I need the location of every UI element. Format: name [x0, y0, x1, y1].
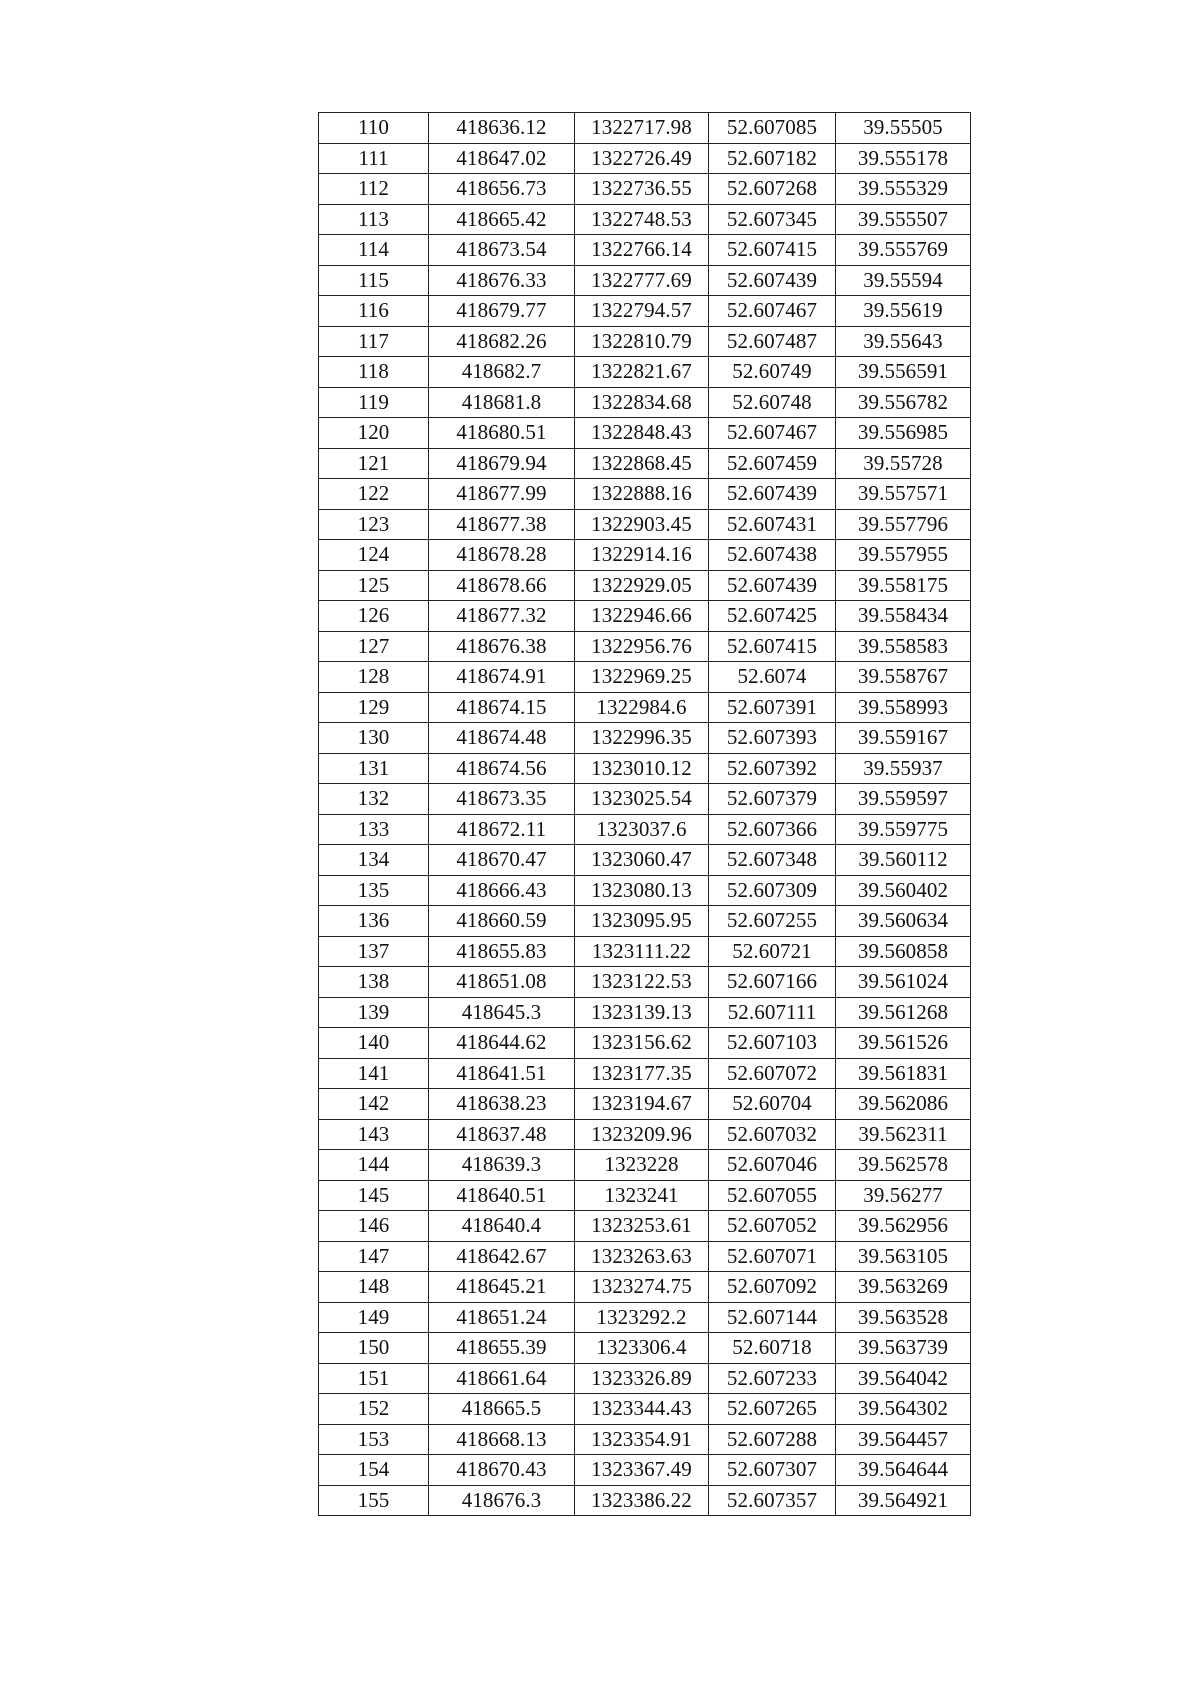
y-coordinate-cell: 1323274.75 [575, 1272, 709, 1303]
y-coordinate-cell: 1323177.35 [575, 1058, 709, 1089]
latitude-cell: 52.607366 [709, 814, 836, 845]
longitude-cell: 39.56277 [836, 1180, 971, 1211]
point-number-cell: 125 [319, 570, 429, 601]
longitude-cell: 39.564042 [836, 1363, 971, 1394]
longitude-cell: 39.561831 [836, 1058, 971, 1089]
longitude-cell: 39.555329 [836, 174, 971, 205]
x-coordinate-cell: 418677.99 [429, 479, 575, 510]
table-row [319, 204, 971, 235]
y-coordinate-cell: 1323111.22 [575, 936, 709, 967]
x-coordinate-cell: 418674.56 [429, 753, 575, 784]
longitude-cell: 39.559775 [836, 814, 971, 845]
longitude-cell: 39.562956 [836, 1211, 971, 1242]
point-number-cell: 137 [319, 936, 429, 967]
latitude-cell: 52.607392 [709, 753, 836, 784]
table-row [319, 662, 971, 693]
y-coordinate-cell: 1323010.12 [575, 753, 709, 784]
table-row [319, 418, 971, 449]
y-coordinate-cell: 1322956.76 [575, 631, 709, 662]
y-coordinate-cell: 1323139.13 [575, 997, 709, 1028]
x-coordinate-cell: 418645.21 [429, 1272, 575, 1303]
y-coordinate-cell: 1322736.55 [575, 174, 709, 205]
point-number-cell: 124 [319, 540, 429, 571]
latitude-cell: 52.607439 [709, 479, 836, 510]
y-coordinate-cell: 1323228 [575, 1150, 709, 1181]
point-number-cell: 129 [319, 692, 429, 723]
table-row [319, 723, 971, 754]
y-coordinate-cell: 1323122.53 [575, 967, 709, 998]
table-row [319, 1058, 971, 1089]
latitude-cell: 52.607265 [709, 1394, 836, 1425]
table-row [319, 1302, 971, 1333]
x-coordinate-cell: 418676.38 [429, 631, 575, 662]
x-coordinate-cell: 418655.39 [429, 1333, 575, 1364]
longitude-cell: 39.560634 [836, 906, 971, 937]
y-coordinate-cell: 1322969.25 [575, 662, 709, 693]
table-row [319, 113, 971, 144]
y-coordinate-cell: 1322868.45 [575, 448, 709, 479]
latitude-cell: 52.607111 [709, 997, 836, 1028]
y-coordinate-cell: 1322834.68 [575, 387, 709, 418]
y-coordinate-cell: 1322810.79 [575, 326, 709, 357]
latitude-cell: 52.607288 [709, 1424, 836, 1455]
table-row [319, 1455, 971, 1486]
point-number-cell: 131 [319, 753, 429, 784]
table-row [319, 1119, 971, 1150]
longitude-cell: 39.561268 [836, 997, 971, 1028]
x-coordinate-cell: 418665.5 [429, 1394, 575, 1425]
y-coordinate-cell: 1322726.49 [575, 143, 709, 174]
latitude-cell: 52.607052 [709, 1211, 836, 1242]
table-row [319, 692, 971, 723]
x-coordinate-cell: 418639.3 [429, 1150, 575, 1181]
y-coordinate-cell: 1322777.69 [575, 265, 709, 296]
table-row [319, 845, 971, 876]
x-coordinate-cell: 418677.32 [429, 601, 575, 632]
y-coordinate-cell: 1323241 [575, 1180, 709, 1211]
table-row [319, 875, 971, 906]
y-coordinate-cell: 1323156.62 [575, 1028, 709, 1059]
longitude-cell: 39.558175 [836, 570, 971, 601]
coordinates-table-body [319, 113, 971, 1516]
x-coordinate-cell: 418674.48 [429, 723, 575, 754]
table-row [319, 265, 971, 296]
x-coordinate-cell: 418676.3 [429, 1485, 575, 1516]
x-coordinate-cell: 418665.42 [429, 204, 575, 235]
longitude-cell: 39.563269 [836, 1272, 971, 1303]
longitude-cell: 39.562311 [836, 1119, 971, 1150]
point-number-cell: 138 [319, 967, 429, 998]
point-number-cell: 132 [319, 784, 429, 815]
y-coordinate-cell: 1323080.13 [575, 875, 709, 906]
latitude-cell: 52.607439 [709, 265, 836, 296]
y-coordinate-cell: 1323386.22 [575, 1485, 709, 1516]
x-coordinate-cell: 418638.23 [429, 1089, 575, 1120]
x-coordinate-cell: 418668.13 [429, 1424, 575, 1455]
point-number-cell: 122 [319, 479, 429, 510]
table-row [319, 1333, 971, 1364]
latitude-cell: 52.607309 [709, 875, 836, 906]
y-coordinate-cell: 1322903.45 [575, 509, 709, 540]
x-coordinate-cell: 418682.26 [429, 326, 575, 357]
y-coordinate-cell: 1323025.54 [575, 784, 709, 815]
point-number-cell: 111 [319, 143, 429, 174]
x-coordinate-cell: 418651.24 [429, 1302, 575, 1333]
y-coordinate-cell: 1323344.43 [575, 1394, 709, 1425]
x-coordinate-cell: 418678.66 [429, 570, 575, 601]
table-row [319, 814, 971, 845]
latitude-cell: 52.607391 [709, 692, 836, 723]
latitude-cell: 52.60748 [709, 387, 836, 418]
point-number-cell: 151 [319, 1363, 429, 1394]
longitude-cell: 39.562578 [836, 1150, 971, 1181]
point-number-cell: 139 [319, 997, 429, 1028]
latitude-cell: 52.607046 [709, 1150, 836, 1181]
latitude-cell: 52.607032 [709, 1119, 836, 1150]
table-row [319, 1485, 971, 1516]
latitude-cell: 52.607345 [709, 204, 836, 235]
point-number-cell: 117 [319, 326, 429, 357]
y-coordinate-cell: 1322996.35 [575, 723, 709, 754]
point-number-cell: 149 [319, 1302, 429, 1333]
point-number-cell: 150 [319, 1333, 429, 1364]
latitude-cell: 52.60749 [709, 357, 836, 388]
point-number-cell: 112 [319, 174, 429, 205]
point-number-cell: 135 [319, 875, 429, 906]
latitude-cell: 52.60721 [709, 936, 836, 967]
latitude-cell: 52.607459 [709, 448, 836, 479]
longitude-cell: 39.563105 [836, 1241, 971, 1272]
y-coordinate-cell: 1322848.43 [575, 418, 709, 449]
longitude-cell: 39.557796 [836, 509, 971, 540]
longitude-cell: 39.563528 [836, 1302, 971, 1333]
x-coordinate-cell: 418673.35 [429, 784, 575, 815]
coordinates-table [318, 112, 971, 1516]
latitude-cell: 52.607357 [709, 1485, 836, 1516]
point-number-cell: 154 [319, 1455, 429, 1486]
longitude-cell: 39.555507 [836, 204, 971, 235]
latitude-cell: 52.607166 [709, 967, 836, 998]
table-row [319, 479, 971, 510]
point-number-cell: 144 [319, 1150, 429, 1181]
latitude-cell: 52.6074 [709, 662, 836, 693]
longitude-cell: 39.555769 [836, 235, 971, 266]
point-number-cell: 121 [319, 448, 429, 479]
latitude-cell: 52.607379 [709, 784, 836, 815]
table-row [319, 967, 971, 998]
y-coordinate-cell: 1322821.67 [575, 357, 709, 388]
y-coordinate-cell: 1323060.47 [575, 845, 709, 876]
x-coordinate-cell: 418676.33 [429, 265, 575, 296]
x-coordinate-cell: 418655.83 [429, 936, 575, 967]
point-number-cell: 123 [319, 509, 429, 540]
x-coordinate-cell: 418636.12 [429, 113, 575, 144]
x-coordinate-cell: 418661.64 [429, 1363, 575, 1394]
y-coordinate-cell: 1322888.16 [575, 479, 709, 510]
y-coordinate-cell: 1322946.66 [575, 601, 709, 632]
latitude-cell: 52.607092 [709, 1272, 836, 1303]
x-coordinate-cell: 418640.51 [429, 1180, 575, 1211]
table-row [319, 387, 971, 418]
x-coordinate-cell: 418672.11 [429, 814, 575, 845]
longitude-cell: 39.562086 [836, 1089, 971, 1120]
latitude-cell: 52.607487 [709, 326, 836, 357]
latitude-cell: 52.607467 [709, 418, 836, 449]
longitude-cell: 39.557955 [836, 540, 971, 571]
longitude-cell: 39.55728 [836, 448, 971, 479]
point-number-cell: 147 [319, 1241, 429, 1272]
y-coordinate-cell: 1322717.98 [575, 113, 709, 144]
point-number-cell: 120 [319, 418, 429, 449]
longitude-cell: 39.564644 [836, 1455, 971, 1486]
table-row [319, 296, 971, 327]
point-number-cell: 126 [319, 601, 429, 632]
longitude-cell: 39.556782 [836, 387, 971, 418]
longitude-cell: 39.563739 [836, 1333, 971, 1364]
longitude-cell: 39.55594 [836, 265, 971, 296]
point-number-cell: 155 [319, 1485, 429, 1516]
longitude-cell: 39.556591 [836, 357, 971, 388]
latitude-cell: 52.607415 [709, 631, 836, 662]
table-row [319, 1241, 971, 1272]
x-coordinate-cell: 418670.43 [429, 1455, 575, 1486]
x-coordinate-cell: 418637.48 [429, 1119, 575, 1150]
table-row [319, 631, 971, 662]
table-row [319, 1028, 971, 1059]
y-coordinate-cell: 1323095.95 [575, 906, 709, 937]
longitude-cell: 39.561024 [836, 967, 971, 998]
x-coordinate-cell: 418680.51 [429, 418, 575, 449]
x-coordinate-cell: 418679.94 [429, 448, 575, 479]
table-row [319, 1211, 971, 1242]
y-coordinate-cell: 1323354.91 [575, 1424, 709, 1455]
latitude-cell: 52.607393 [709, 723, 836, 754]
longitude-cell: 39.55505 [836, 113, 971, 144]
latitude-cell: 52.607182 [709, 143, 836, 174]
table-row [319, 784, 971, 815]
x-coordinate-cell: 418678.28 [429, 540, 575, 571]
table-row [319, 1394, 971, 1425]
y-coordinate-cell: 1322929.05 [575, 570, 709, 601]
point-number-cell: 116 [319, 296, 429, 327]
longitude-cell: 39.557571 [836, 479, 971, 510]
point-number-cell: 114 [319, 235, 429, 266]
x-coordinate-cell: 418660.59 [429, 906, 575, 937]
longitude-cell: 39.558993 [836, 692, 971, 723]
point-number-cell: 127 [319, 631, 429, 662]
latitude-cell: 52.607438 [709, 540, 836, 571]
y-coordinate-cell: 1323263.63 [575, 1241, 709, 1272]
latitude-cell: 52.60718 [709, 1333, 836, 1364]
x-coordinate-cell: 418645.3 [429, 997, 575, 1028]
latitude-cell: 52.607055 [709, 1180, 836, 1211]
latitude-cell: 52.607425 [709, 601, 836, 632]
y-coordinate-cell: 1322748.53 [575, 204, 709, 235]
y-coordinate-cell: 1323306.4 [575, 1333, 709, 1364]
latitude-cell: 52.607439 [709, 570, 836, 601]
latitude-cell: 52.607255 [709, 906, 836, 937]
y-coordinate-cell: 1322794.57 [575, 296, 709, 327]
longitude-cell: 39.564457 [836, 1424, 971, 1455]
y-coordinate-cell: 1323194.67 [575, 1089, 709, 1120]
point-number-cell: 130 [319, 723, 429, 754]
table-row [319, 1424, 971, 1455]
latitude-cell: 52.607072 [709, 1058, 836, 1089]
table-row [319, 1150, 971, 1181]
table-row [319, 997, 971, 1028]
point-number-cell: 133 [319, 814, 429, 845]
table-row [319, 174, 971, 205]
longitude-cell: 39.558583 [836, 631, 971, 662]
x-coordinate-cell: 418656.73 [429, 174, 575, 205]
point-number-cell: 128 [319, 662, 429, 693]
point-number-cell: 148 [319, 1272, 429, 1303]
longitude-cell: 39.564302 [836, 1394, 971, 1425]
x-coordinate-cell: 418681.8 [429, 387, 575, 418]
y-coordinate-cell: 1322914.16 [575, 540, 709, 571]
x-coordinate-cell: 418670.47 [429, 845, 575, 876]
x-coordinate-cell: 418674.91 [429, 662, 575, 693]
table-row [319, 570, 971, 601]
longitude-cell: 39.560112 [836, 845, 971, 876]
point-number-cell: 140 [319, 1028, 429, 1059]
latitude-cell: 52.607467 [709, 296, 836, 327]
longitude-cell: 39.559167 [836, 723, 971, 754]
x-coordinate-cell: 418644.62 [429, 1028, 575, 1059]
x-coordinate-cell: 418641.51 [429, 1058, 575, 1089]
longitude-cell: 39.564921 [836, 1485, 971, 1516]
table-row [319, 357, 971, 388]
latitude-cell: 52.607103 [709, 1028, 836, 1059]
y-coordinate-cell: 1323292.2 [575, 1302, 709, 1333]
latitude-cell: 52.607085 [709, 113, 836, 144]
x-coordinate-cell: 418666.43 [429, 875, 575, 906]
y-coordinate-cell: 1323253.61 [575, 1211, 709, 1242]
x-coordinate-cell: 418673.54 [429, 235, 575, 266]
x-coordinate-cell: 418647.02 [429, 143, 575, 174]
point-number-cell: 134 [319, 845, 429, 876]
table-row [319, 1272, 971, 1303]
table-row [319, 448, 971, 479]
longitude-cell: 39.558767 [836, 662, 971, 693]
y-coordinate-cell: 1323209.96 [575, 1119, 709, 1150]
latitude-cell: 52.607233 [709, 1363, 836, 1394]
x-coordinate-cell: 418642.67 [429, 1241, 575, 1272]
table-row [319, 326, 971, 357]
x-coordinate-cell: 418679.77 [429, 296, 575, 327]
y-coordinate-cell: 1323367.49 [575, 1455, 709, 1486]
point-number-cell: 153 [319, 1424, 429, 1455]
point-number-cell: 119 [319, 387, 429, 418]
point-number-cell: 115 [319, 265, 429, 296]
longitude-cell: 39.561526 [836, 1028, 971, 1059]
latitude-cell: 52.607415 [709, 235, 836, 266]
table-row [319, 1363, 971, 1394]
latitude-cell: 52.60704 [709, 1089, 836, 1120]
latitude-cell: 52.607348 [709, 845, 836, 876]
x-coordinate-cell: 418677.38 [429, 509, 575, 540]
point-number-cell: 136 [319, 906, 429, 937]
table-row [319, 143, 971, 174]
y-coordinate-cell: 1323037.6 [575, 814, 709, 845]
table-row [319, 235, 971, 266]
longitude-cell: 39.55937 [836, 753, 971, 784]
table-row [319, 753, 971, 784]
table-row [319, 936, 971, 967]
longitude-cell: 39.55619 [836, 296, 971, 327]
latitude-cell: 52.607071 [709, 1241, 836, 1272]
y-coordinate-cell: 1323326.89 [575, 1363, 709, 1394]
x-coordinate-cell: 418682.7 [429, 357, 575, 388]
point-number-cell: 143 [319, 1119, 429, 1150]
point-number-cell: 118 [319, 357, 429, 388]
latitude-cell: 52.607307 [709, 1455, 836, 1486]
longitude-cell: 39.558434 [836, 601, 971, 632]
latitude-cell: 52.607144 [709, 1302, 836, 1333]
table-row [319, 1089, 971, 1120]
x-coordinate-cell: 418640.4 [429, 1211, 575, 1242]
x-coordinate-cell: 418674.15 [429, 692, 575, 723]
longitude-cell: 39.555178 [836, 143, 971, 174]
x-coordinate-cell: 418651.08 [429, 967, 575, 998]
longitude-cell: 39.559597 [836, 784, 971, 815]
latitude-cell: 52.607268 [709, 174, 836, 205]
longitude-cell: 39.560402 [836, 875, 971, 906]
table-row [319, 906, 971, 937]
table-row [319, 509, 971, 540]
point-number-cell: 152 [319, 1394, 429, 1425]
point-number-cell: 141 [319, 1058, 429, 1089]
longitude-cell: 39.556985 [836, 418, 971, 449]
longitude-cell: 39.55643 [836, 326, 971, 357]
point-number-cell: 142 [319, 1089, 429, 1120]
point-number-cell: 145 [319, 1180, 429, 1211]
y-coordinate-cell: 1322766.14 [575, 235, 709, 266]
y-coordinate-cell: 1322984.6 [575, 692, 709, 723]
point-number-cell: 146 [319, 1211, 429, 1242]
longitude-cell: 39.560858 [836, 936, 971, 967]
table-row [319, 1180, 971, 1211]
table-row [319, 601, 971, 632]
latitude-cell: 52.607431 [709, 509, 836, 540]
table-row [319, 540, 971, 571]
point-number-cell: 110 [319, 113, 429, 144]
point-number-cell: 113 [319, 204, 429, 235]
